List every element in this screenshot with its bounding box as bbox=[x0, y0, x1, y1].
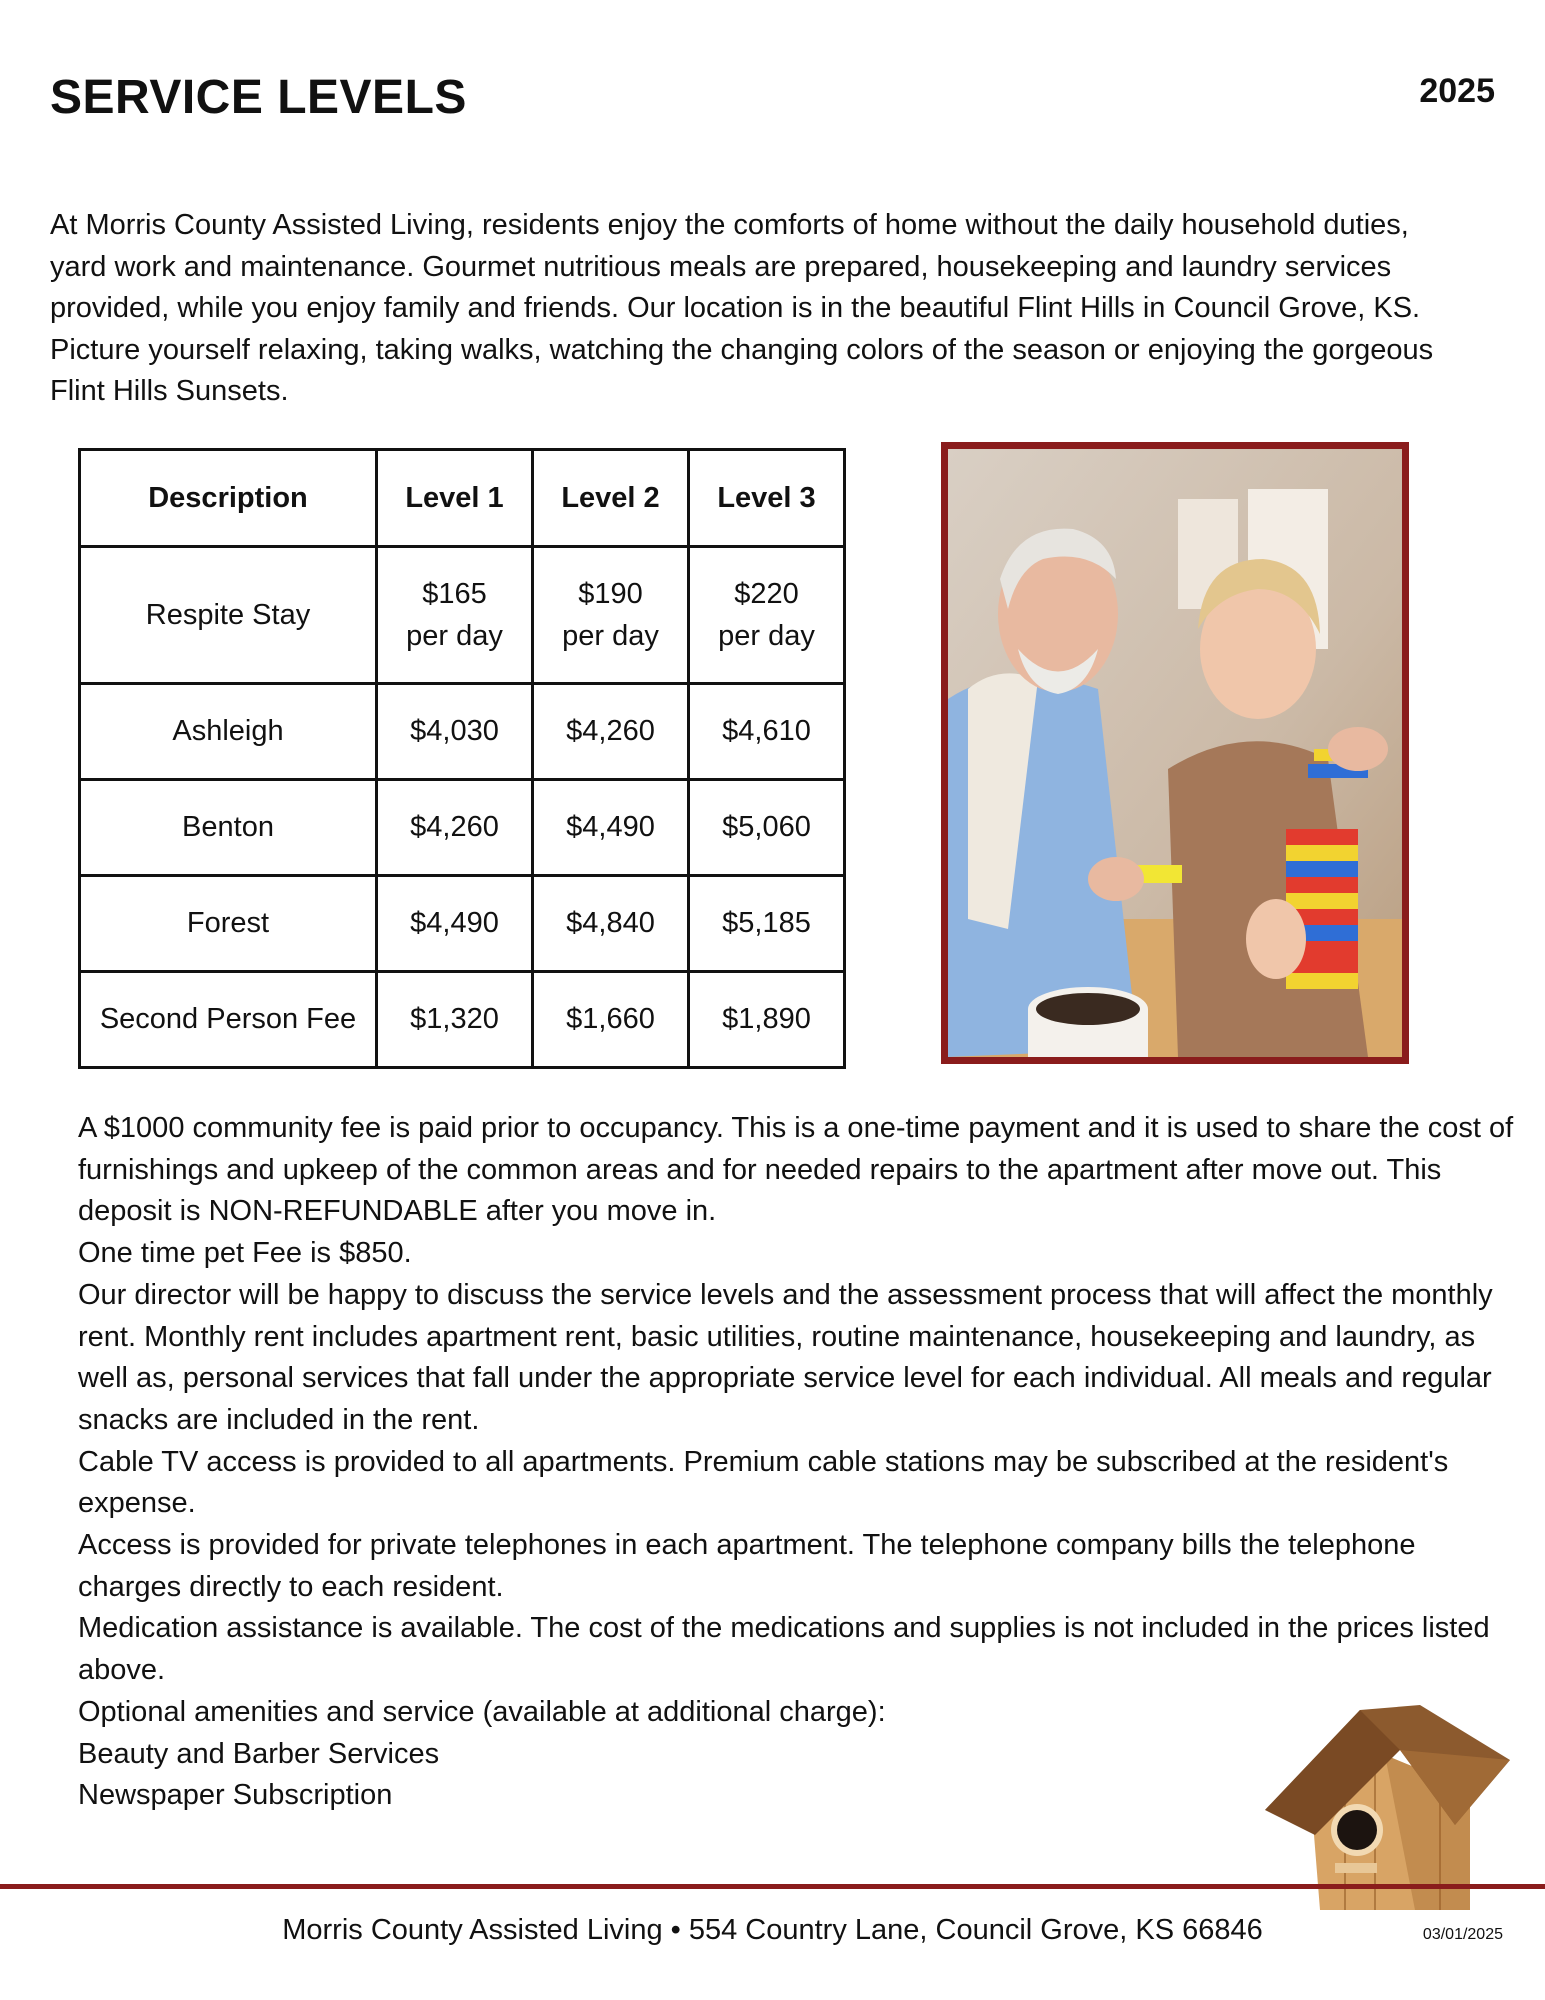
header-description: Description bbox=[80, 450, 377, 547]
seniors-playing-blocks-illustration bbox=[948, 449, 1402, 1057]
cell-level-3: $4,610 bbox=[689, 684, 845, 780]
cell-level-2: $4,840 bbox=[533, 876, 689, 972]
respite-price-level-2: $190 per day bbox=[533, 547, 689, 684]
cell-level-1: $4,260 bbox=[377, 780, 533, 876]
table-header-row bbox=[80, 450, 845, 547]
table-row-respite bbox=[80, 547, 845, 684]
row-label: Ashleigh bbox=[80, 684, 377, 780]
cell-level-2: $4,260 bbox=[533, 684, 689, 780]
respite-price-level-1: $165 per day bbox=[377, 547, 533, 684]
note-cable: Cable TV access is provided to all apartments. Premium cable stations may be subscribed at the resident's expense. bbox=[78, 1445, 1449, 1520]
note-amenity: Beauty and Barber Services bbox=[78, 1737, 440, 1770]
year-label: 2025 bbox=[1419, 72, 1495, 110]
header-level-1: Level 1 bbox=[377, 450, 533, 547]
footer-date: 03/01/2025 bbox=[1422, 1926, 1503, 1943]
note-optional-heading: Optional amenities and service (available at additional charge): bbox=[78, 1695, 886, 1728]
row-label: Respite Stay bbox=[80, 547, 377, 684]
note-medication: Medication assistance is available. The cost of the medications and supplies is not included in the prices listed above. bbox=[78, 1612, 1490, 1687]
note-community-fee: A $1000 community fee is paid prior to occupancy. This is a one-time payment and it is used to share the cost of furnishings and upkeep of the common areas and for needed repairs to the apartment after move out. This deposit is NON-REFUNDABLE after you move in. bbox=[78, 1112, 1514, 1228]
page-title: SERVICE LEVELS bbox=[50, 71, 467, 124]
footer-divider bbox=[0, 1884, 1545, 1889]
note-director: Our director will be happy to discuss the service levels and the assessment process that will affect the monthly rent. Monthly rent includes apartment rent, basic utilities, routine maintenance, housekeeping and laundry, as well as, personal services that fall under the appropriate service level for each individual. All meals and regular snacks are included in the rent. bbox=[78, 1278, 1493, 1436]
respite-price-level-3: $220 per day bbox=[689, 547, 845, 684]
header-level-2: Level 2 bbox=[533, 450, 689, 547]
cell-level-1: $4,490 bbox=[377, 876, 533, 972]
table-row bbox=[80, 684, 845, 780]
cell-level-3: $1,890 bbox=[689, 972, 845, 1068]
table-row bbox=[80, 780, 845, 876]
row-label: Forest bbox=[80, 876, 377, 972]
cell-level-1: $1,320 bbox=[377, 972, 533, 1068]
row-label: Benton bbox=[80, 780, 377, 876]
cell-level-2: $1,660 bbox=[533, 972, 689, 1068]
service-levels-table bbox=[78, 448, 846, 1069]
row-label: Second Person Fee bbox=[80, 972, 377, 1068]
cell-level-2: $4,490 bbox=[533, 780, 689, 876]
note-pet-fee: One time pet Fee is $850. bbox=[78, 1237, 412, 1270]
note-amenity: Newspaper Subscription bbox=[78, 1779, 393, 1812]
footer-address: Morris County Assisted Living • 554 Country Lane, Council Grove, KS 66846 bbox=[282, 1914, 1263, 1946]
cell-level-3: $5,060 bbox=[689, 780, 845, 876]
note-telephone: Access is provided for private telephones in each apartment. The telephone company bills the telephone charges directly to each resident. bbox=[78, 1529, 1416, 1603]
cell-level-3: $5,185 bbox=[689, 876, 845, 972]
intro-paragraph: At Morris County Assisted Living, residents enjoy the comforts of home without the daily household duties, yard work and maintenance. Gourmet nutritious meals are prepared, housekeeping and laundry services provided, while you enjoy family and friends. Our location is in the beautiful Flint Hills in Council Grove, KS. Picture yourself relaxing, taking walks, watching the changing colors of the season or enjoying the gorgeous Flint Hills Sunsets. bbox=[50, 209, 1434, 407]
header-level-3: Level 3 bbox=[689, 450, 845, 547]
residents-photo bbox=[941, 442, 1409, 1064]
table-row bbox=[80, 972, 845, 1068]
table-row bbox=[80, 876, 845, 972]
cell-level-1: $4,030 bbox=[377, 684, 533, 780]
